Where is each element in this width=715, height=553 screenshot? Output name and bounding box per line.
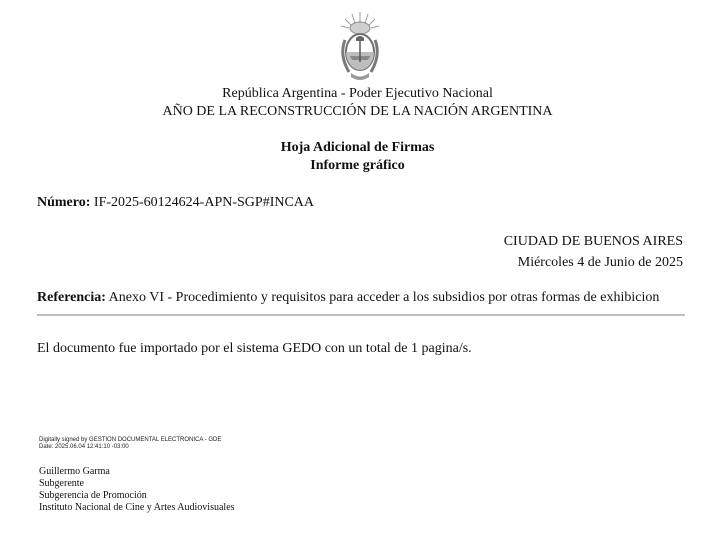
referencia-value: Anexo VI - Procedimiento y requisitos para acceder a los subsidios por otras formas de exhibicion (108, 290, 660, 305)
digital-signature-stamp (39, 437, 221, 451)
city: CIUDAD DE BUENOS AIRES (503, 234, 683, 249)
divider (37, 314, 685, 316)
signer-role: Subgerente (39, 478, 84, 489)
document-subtitle: Informe gráfico (310, 158, 405, 173)
document-body: El documento fue importado por el sistema GEDO con un total de 1 pagina/s. (37, 341, 472, 356)
numero-label: Número: (37, 195, 91, 210)
document-number (37, 195, 314, 211)
government-heading: República Argentina - Poder Ejecutivo Nacional (222, 86, 493, 101)
referencia-label: Referencia: (37, 290, 106, 305)
national-coat-of-arms-icon (335, 10, 385, 82)
digital-signature-date: Date: 2025.06.04 12:41:10 -03:00 (39, 444, 129, 450)
signer-institution: Instituto Nacional de Cine y Artes Audiovisuales (39, 502, 235, 513)
signer-department: Subgerencia de Promoción (39, 490, 147, 501)
year-motto: AÑO DE LA RECONSTRUCCIÓN DE LA NACIÓN ARGENTINA (162, 104, 553, 119)
reference (37, 290, 659, 306)
numero-value: IF-2025-60124624-APN-SGP#INCAA (93, 195, 315, 210)
document-date: Miércoles 4 de Junio de 2025 (517, 255, 683, 270)
signer-block (39, 466, 235, 514)
signer-name: Guillermo Garma (39, 466, 110, 477)
digital-signed-by: Digitally signed by GESTION DOCUMENTAL ELECTRONICA - GDE (39, 437, 222, 443)
document-title: Hoja Adicional de Firmas (280, 140, 435, 155)
